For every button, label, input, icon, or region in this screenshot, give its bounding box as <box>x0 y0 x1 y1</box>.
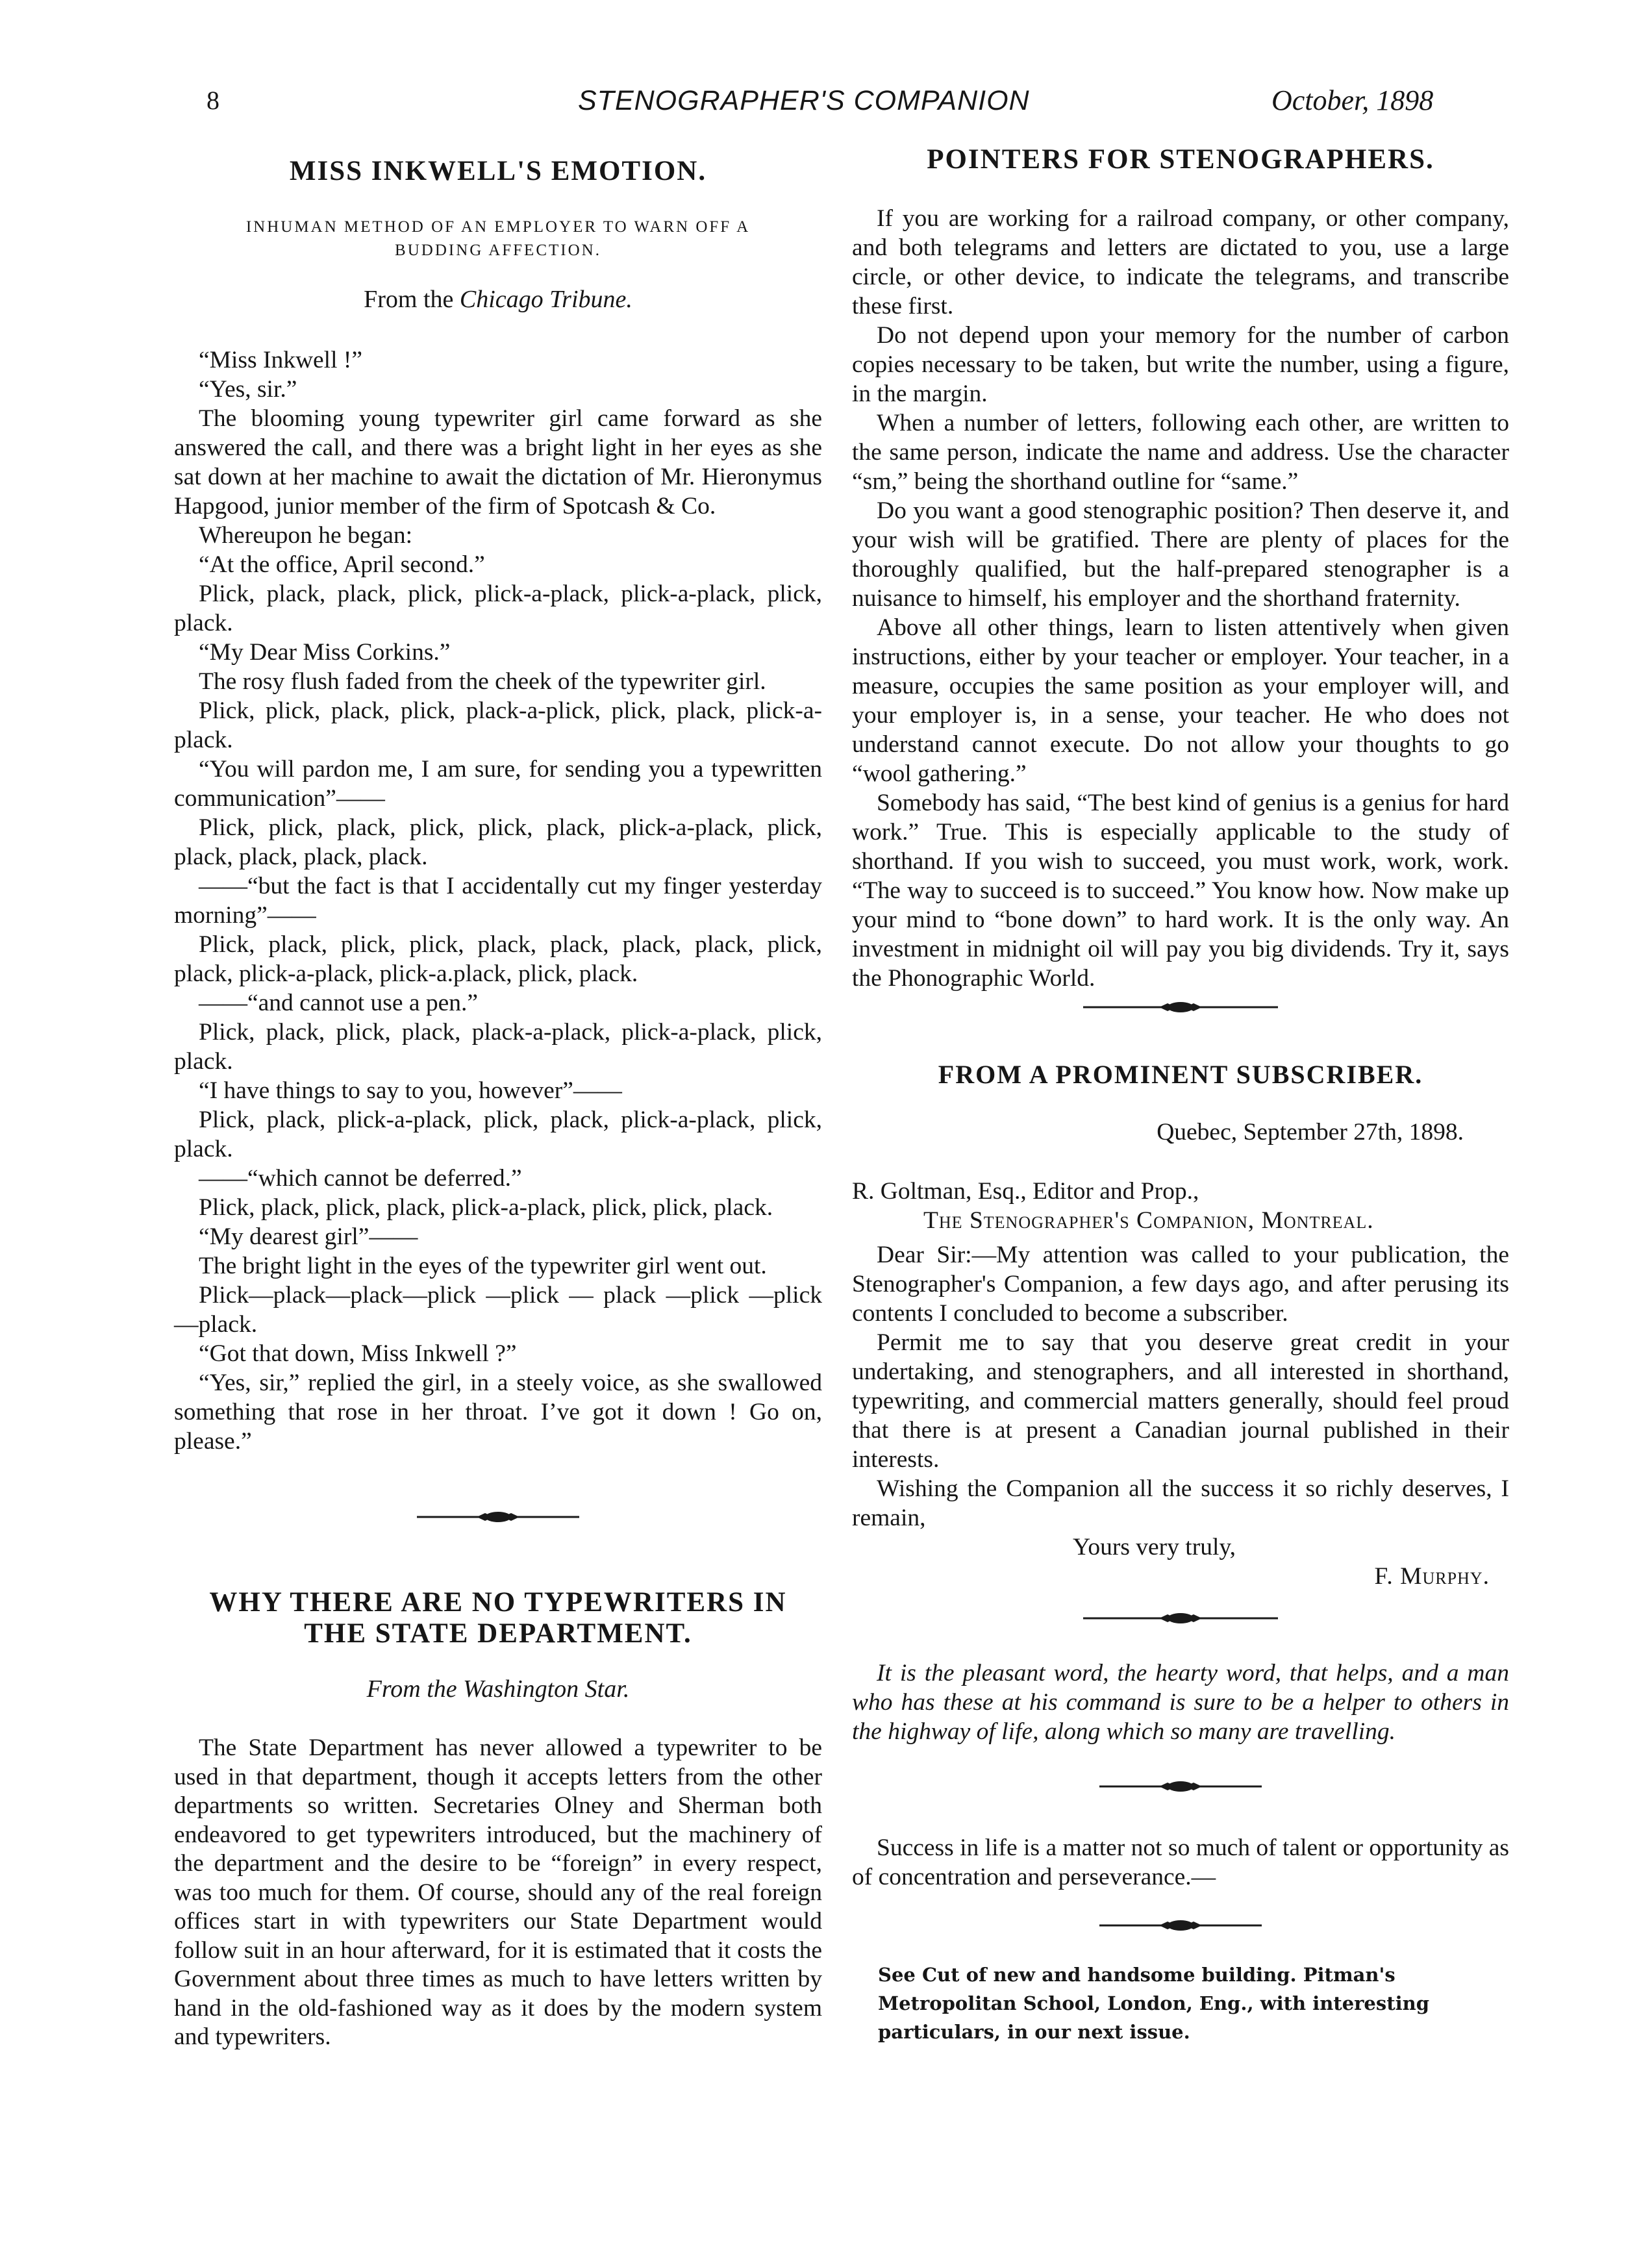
pointers-title: POINTERS FOR STENOGRAPHERS. <box>927 144 1434 175</box>
inkwell-p13: Plick, plack, plick, plick, plack, plack, plack, plack, plick, plack, plick-a-plack, plick-a.plack, plick, plack. <box>174 931 822 987</box>
inkwell-p14: ——“and cannot use a pen.” <box>199 990 479 1016</box>
issue-date: October, 1898 <box>1271 84 1434 116</box>
typewriters-title-line1: WHY THERE ARE NO TYPEWRITERS IN <box>209 1587 787 1618</box>
inkwell-p20: “My dearest girl”—— <box>199 1223 418 1250</box>
inkwell-p2: “Yes, sir.” <box>199 376 297 403</box>
left-column <box>174 155 822 2052</box>
inkwell-p23: “Got that down, Miss Inkwell ?” <box>199 1340 517 1367</box>
inkwell-p15: Plick, plack, plick, plack, plack-a-plack, plick-a-plack, plick, plack. <box>174 1019 822 1075</box>
typewriters-title <box>174 1587 822 1649</box>
subscriber-title: FROM A PROMINENT SUBSCRIBER. <box>938 1060 1423 1089</box>
inkwell-p24: “Yes, sir,” replied the girl, in a steely voice, as she swallowed something that rose in her throat. I’ve got it down ! Go on, please.” <box>174 1370 822 1455</box>
inkwell-p16: “I have things to say to you, however”—— <box>199 1077 622 1104</box>
inkwell-p19: Plick, plack, plick, plack, plick-a-plack, plick, plick, plack. <box>199 1194 773 1221</box>
inkwell-p17: Plick, plack, plick-a-plack, plick, plack, plick-a-plack, plick, plack. <box>174 1107 822 1162</box>
inkwell-p22: Plick—plack—plack—plick —plick — plack —plick —plick—plack. <box>174 1282 822 1338</box>
inkwell-subtitle: INHUMAN METHOD OF AN EMPLOYER TO WARN OFF A BUDDING AFFECTION. <box>245 218 751 259</box>
success-paragraph: Success in life is a matter not so much of talent or opportunity as of concentration and perseverance.— <box>852 1835 1509 1890</box>
pointers-p1: If you are working for a railroad company, or other company, and both telegrams and letters are dictated to you, use a large circle, or other device, to indicate the telegrams, and transcribe these first. <box>852 205 1509 319</box>
inkwell-p21: The bright light in the eyes of the typewriter girl went out. <box>199 1253 767 1279</box>
inkwell-source-prefix: From the <box>364 286 460 313</box>
inkwell-p9: Plick, plick, plack, plick, plack-a-plick, plick, plack, plick-a-plack. <box>174 697 822 753</box>
inkwell-p5: “At the office, April second.” <box>199 551 485 578</box>
journal-title: STENOGRAPHER'S COMPANION <box>578 85 1030 116</box>
inkwell-source <box>174 284 822 314</box>
subscriber-p1: Dear Sir:—My attention was called to your publication, the Stenographer's Companion, a few days ago, and after perusing its contents I concluded to become a subscriber. <box>852 1242 1509 1327</box>
section-ornament <box>1099 1779 1262 1794</box>
inkwell-p18: ——“which cannot be deferred.” <box>199 1165 522 1192</box>
subscriber-address-line2: The Stenographer's Companion, Montreal. <box>923 1207 1374 1234</box>
pointers-p3: When a number of letters, following each other, are written to the same person, indicate the name and address. Use the character “sm,” being the shorthand outline for “same.” <box>852 410 1509 495</box>
inkwell-p7: “My Dear Miss Corkins.” <box>199 639 451 666</box>
subscriber-closing: Yours very truly, <box>1073 1534 1236 1560</box>
subscriber-dateline: Quebec, September 27th, 1898. <box>1157 1119 1464 1146</box>
pointers-p5: Above all other things, learn to listen attentively when given instructions, either by your teacher or employer. Your teacher, in a measure, occupies the same position as your employer will, and your employer is, in a sense, your teacher. He who does not understand cannot execute. Do not allow your thoughts to go “wool gathering.” <box>852 614 1509 787</box>
inkwell-p12: ——“but the fact is that I accidentally cut my finger yesterday morning”—— <box>174 873 822 929</box>
inkwell-p8: The rosy flush faded from the cheek of the typewriter girl. <box>199 668 766 695</box>
inkwell-p11: Plick, plick, plack, plick, plick, plack, plick-a-plack, plick, plack, plack, plack, plack. <box>174 814 822 870</box>
right-column <box>852 143 1509 2046</box>
inkwell-p3: The blooming young typewriter girl came forward as she answered the call, and there was a bright light in her eyes as she sat down at her machine to await the dictation of Mr. Hieronymus Hapgood, junior member of the firm of Spotcash & Co. <box>174 405 822 520</box>
subscriber-signature: F. Murphy. <box>1374 1563 1490 1590</box>
subscriber-address-line1: R. Goltman, Esq., Editor and Prop., <box>852 1178 1199 1205</box>
inkwell-source-name: Chicago Tribune. <box>459 286 632 313</box>
inkwell-p10: “You will pardon me, I am sure, for sending you a typewritten communication”—— <box>174 756 822 812</box>
section-ornament <box>1083 1610 1278 1626</box>
inkwell-p1: “Miss Inkwell !” <box>199 347 363 373</box>
inkwell-title: MISS INKWELL'S EMOTION. <box>289 156 707 186</box>
section-ornament <box>1083 999 1278 1015</box>
pointers-p6: Somebody has said, “The best kind of genius is a genius for hard work.” True. This is especially applicable to the study of shorthand. If you wish to succeed, you must work, work, work. “The way to succeed is to succeed.” You know how. Now make up your mind to “bone down” to hard work. It is the only way. An investment in midnight oil will pay you big dividends. Try it, says the Phonographic World. <box>852 790 1509 992</box>
typewriters-title-line2: THE STATE DEPARTMENT. <box>304 1618 692 1649</box>
typewriters-paragraph: The State Department has never allowed a typewriter to be used in that department, though it accepts letters from the other departments so written. Secretaries Olney and Sherman both endeavored to get typewriters introduced, but the machinery of the department and the desire to be “foreign” in every respect, was too much for them. Of course, should any of the real foreign offices start in with typewriters our State Department would follow suit in an hour afterward, for it is estimated that it costs the Government about three times as much to have letters written by hand in the old-fashioned way as it does by the modern system and typewriters. <box>174 1735 822 2050</box>
inkwell-p6: Plick, plack, plack, plick, plick-a-plack, plick-a-plack, plick, plack. <box>174 581 822 636</box>
inkwell-story <box>174 345 822 1456</box>
section-ornament <box>1099 1918 1262 1933</box>
subscriber-p2: Permit me to say that you deserve great credit in your undertaking, and stenographers, and all interested in shorthand, typewriting, and commercial matters generally, should feel proud that there is at present a Canadian journal published in their interests. <box>852 1329 1509 1473</box>
pointers-p2: Do not depend upon your memory for the number of carbon copies necessary to be taken, but write the number, using a figure, in the margin. <box>852 322 1509 407</box>
pointers-p4: Do you want a good stenographic position? Then deserve it, and your wish will be gratified. There are plenty of places for the thoroughly qualified, but the half-prepared stenographer is a nuisance to himself, his employer and the shorthand fraternity. <box>852 497 1509 612</box>
section-ornament <box>417 1509 579 1525</box>
typewriters-source: From the Washington Star. <box>366 1675 630 1703</box>
page-number: 8 <box>206 86 219 115</box>
subscriber-p3: Wishing the Companion all the success it so richly deserves, I remain, <box>852 1475 1509 1531</box>
inkwell-p4: Whereupon he began: <box>199 522 413 549</box>
pleasant-word-paragraph: It is the pleasant word, the hearty word, that helps, and a man who has these at his command is sure to be a helper to others in the highway of life, along which so many are travelling. <box>852 1660 1509 1745</box>
next-issue-notice: See Cut of new and handsome building. Pitman's Metropolitan School, London, Eng., with interesting particulars, in our next issue. <box>878 1964 1429 2043</box>
pointers-body <box>852 204 1509 993</box>
